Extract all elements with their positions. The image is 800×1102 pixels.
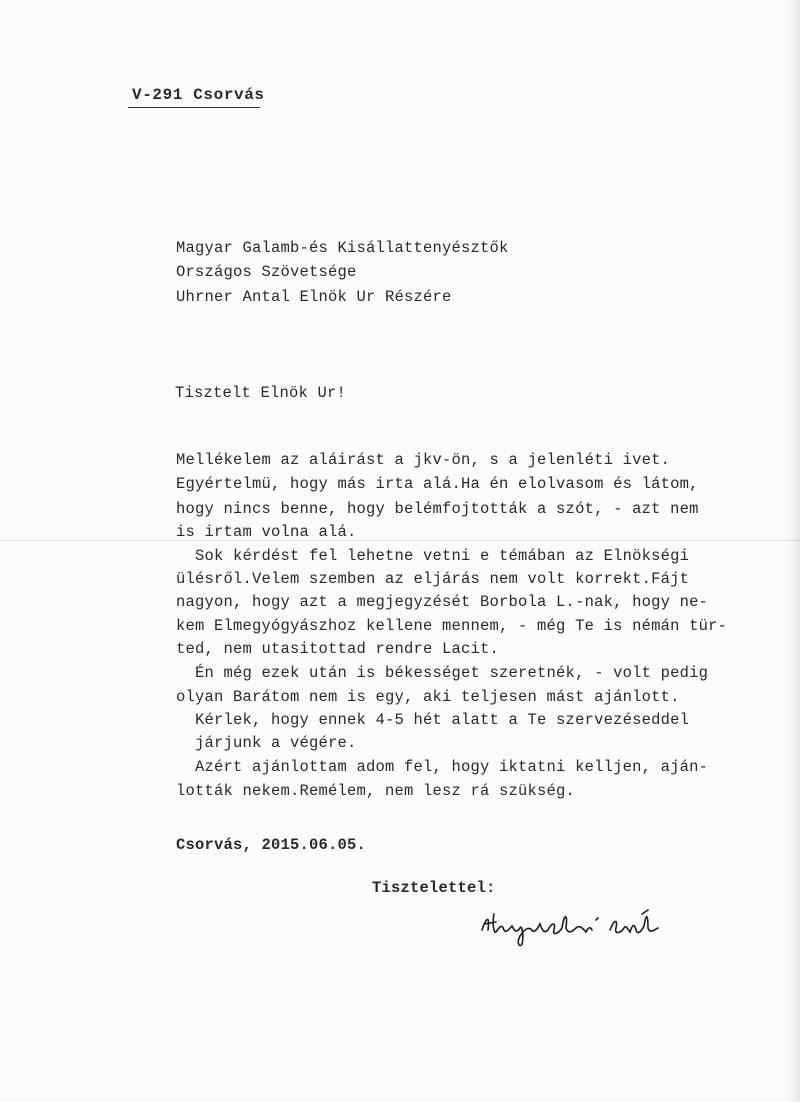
body-line: hogy nincs benne, hogy belémfojtották a szót, - azt nem	[176, 500, 699, 518]
body-line: ülésről.Velem szemben az eljárás nem volt korrekt.Fájt	[176, 570, 690, 588]
body-line: ted, nem utasitottad rendre Lacit.	[176, 640, 500, 658]
body-line: Azért ajánlottam adom fel, hogy iktatni kelljen, aján-	[176, 758, 709, 776]
salutation: Tisztelt Elnök Ur!	[175, 384, 347, 402]
date-line: Csorvás, 2015.06.05.	[176, 836, 367, 854]
body-line: Egyértelmü, hogy más irta alá.Ha én elolvasom és látom,	[176, 475, 699, 493]
recipient-line-2: Országos Szövetsége	[176, 263, 357, 281]
body-line: Kérlek, hogy ennek 4-5 hét alatt a Te szervezéseddel	[176, 711, 690, 729]
body-line: olyan Barátom nem is egy, aki teljesen mást ajánlott.	[176, 688, 680, 706]
body-line: járjunk a végére.	[176, 734, 357, 752]
reference-underline	[128, 107, 260, 108]
reference-number: V-291 Csorvás	[132, 86, 265, 104]
body-line: lották nekem.Remélem, nem lesz rá szükség.	[176, 782, 576, 800]
body-line: nagyon, hogy azt a megjegyzését Borbola L.-nak, hogy ne-	[176, 593, 709, 611]
body-line: kem Elmegyógyászhoz kellene mennem, - még Te is némán tür-	[176, 617, 728, 635]
body-line: Sok kérdést fel lehetne vetni e témában az Elnökségi	[176, 547, 690, 565]
recipient-line-3: Uhrner Antal Elnök Ur Részére	[176, 288, 452, 306]
body-line: Én még ezek után is békességet szeretnék, - volt pedig	[176, 664, 709, 682]
handwritten-signature	[476, 900, 676, 950]
recipient-line-1: Magyar Galamb-és Kisállattenyésztők	[176, 239, 509, 257]
body-line: Mellékelem az aláirást a jkv-ön, s a jelenléti ivet.	[176, 451, 671, 469]
closing-line: Tisztelettel:	[372, 879, 496, 897]
body-line: is irtam volna alá.	[176, 523, 357, 541]
paper-fold-line	[0, 540, 800, 541]
paper-edge-shadow	[786, 0, 800, 1102]
